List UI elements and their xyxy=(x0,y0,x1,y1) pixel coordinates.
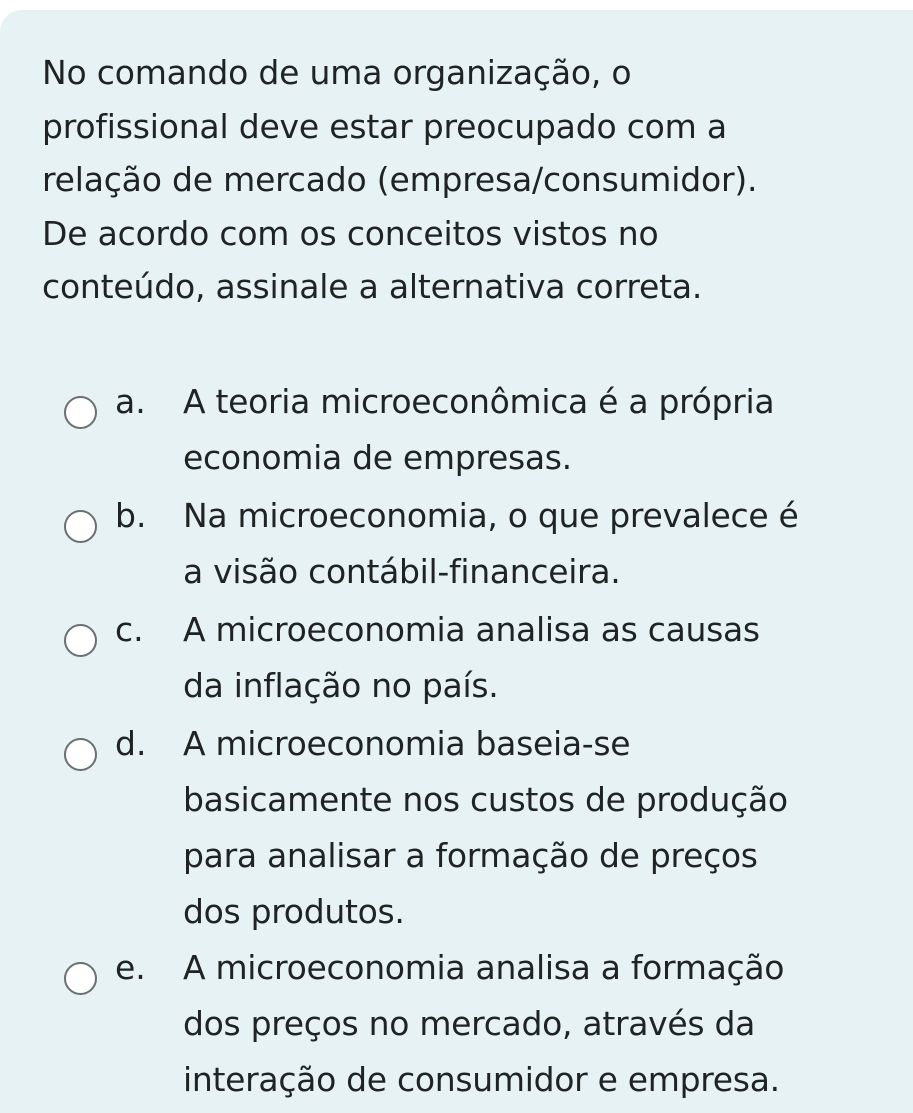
option-a[interactable] xyxy=(0,374,913,486)
option-letter: d. xyxy=(115,724,147,763)
option-c[interactable] xyxy=(0,602,913,714)
option-text: A microeconomia analisa as causas da inflação no país. xyxy=(183,610,760,705)
option-letter: a. xyxy=(115,382,146,421)
radio-button-icon[interactable] xyxy=(64,510,97,543)
option-text: A microeconomia analisa a formação dos preços no mercado, através da interação de consumidor e empresa. xyxy=(183,948,785,1099)
radio-button-icon[interactable] xyxy=(64,396,97,429)
question-card xyxy=(0,10,913,1113)
radio-button-icon[interactable] xyxy=(64,624,97,657)
option-text: A microeconomia baseia-se basicamente nos custos de produção para analisar a formação de preços dos produtos. xyxy=(183,724,788,931)
option-d[interactable] xyxy=(0,716,913,940)
option-letter: e. xyxy=(115,948,146,987)
question-text: No comando de uma organização, o profissional deve estar preocupado com a relação de mercado (empresa/consumidor). De acordo com os conceitos vistos no conteúdo, assinale a alternativa correta. xyxy=(42,53,758,306)
option-letter: c. xyxy=(115,610,144,649)
option-text: A teoria microeconômica é a própria economia de empresas. xyxy=(183,382,775,477)
radio-button-icon[interactable] xyxy=(64,962,97,995)
radio-button-icon[interactable] xyxy=(64,738,97,771)
option-b[interactable] xyxy=(0,488,913,600)
option-letter: b. xyxy=(115,496,147,535)
option-text: Na microeconomia, o que prevalece é a visão contábil-financeira. xyxy=(183,496,799,591)
option-e[interactable] xyxy=(0,940,913,1108)
